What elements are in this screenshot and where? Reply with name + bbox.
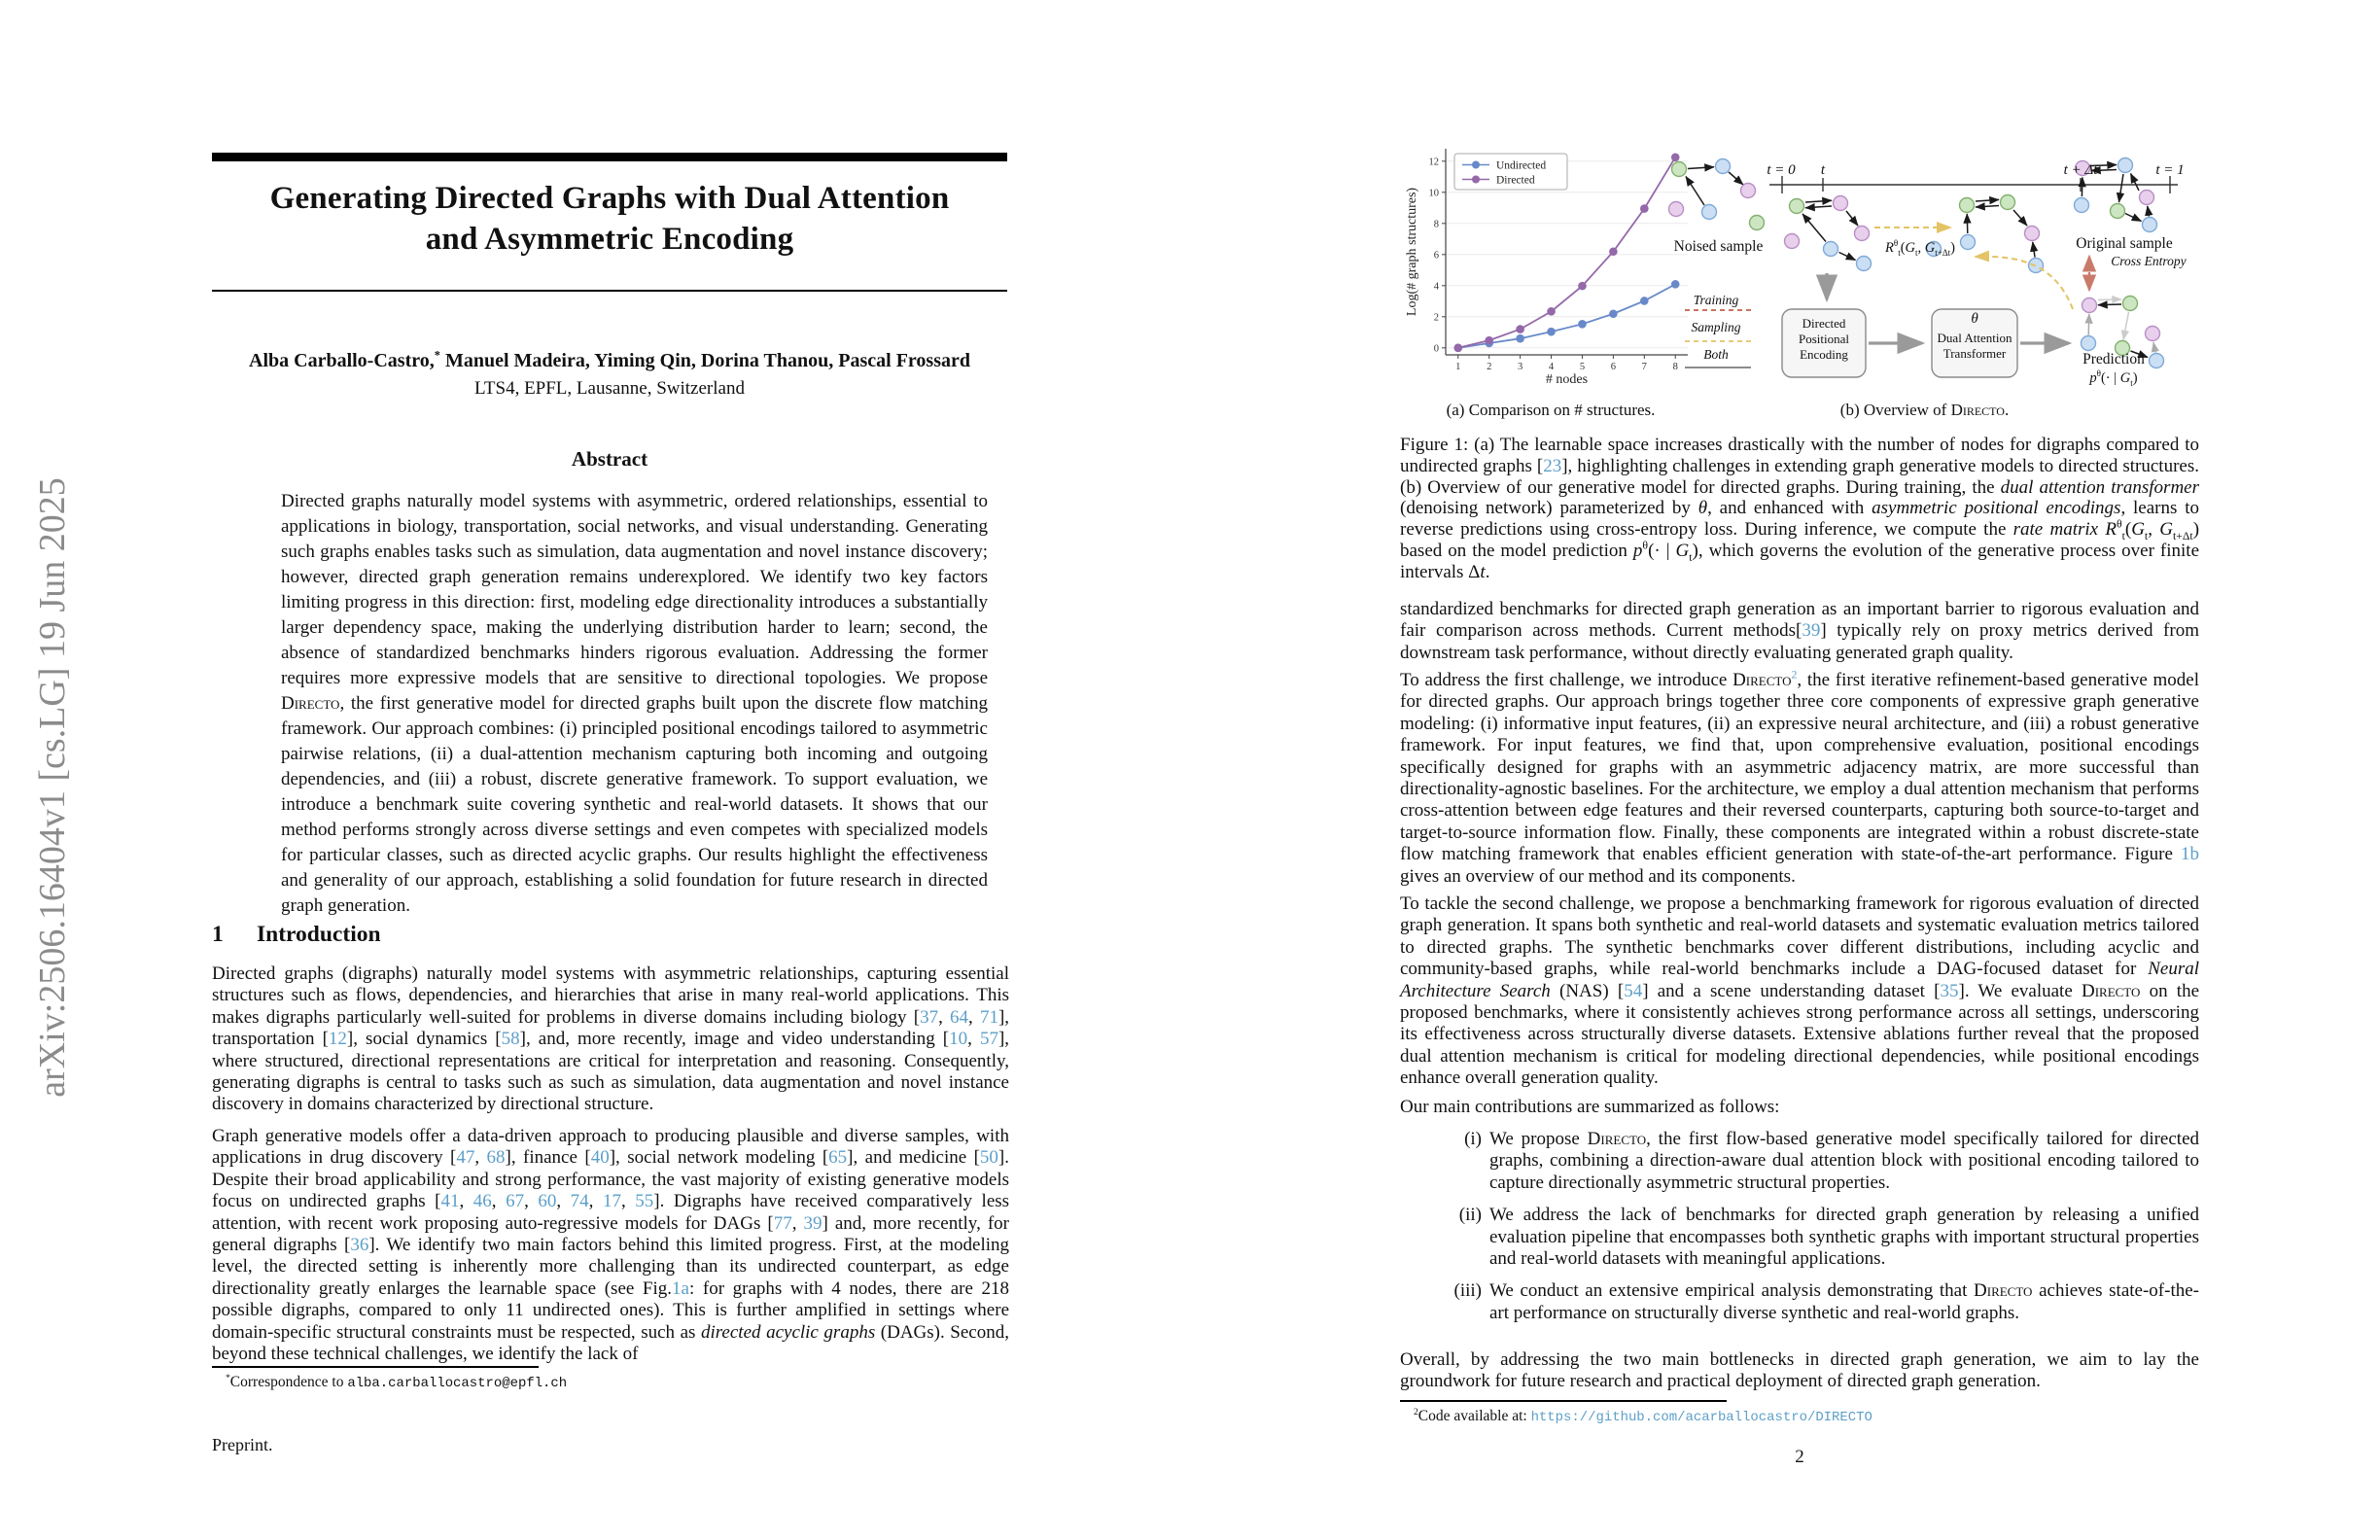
- svg-text:6: 6: [1433, 250, 1439, 262]
- prediction-label: Prediction: [2082, 351, 2145, 368]
- code-footnote[interactable]: $^2$Code available at: https://github.com/acarballocastro/DIRECTO: [1414, 1406, 1872, 1425]
- item-marker-2: (ii): [1458, 1205, 1482, 1226]
- legend-training-label: Training: [1693, 293, 1739, 307]
- svg-text:1: 1: [1455, 362, 1461, 372]
- svg-text:3: 3: [1517, 362, 1523, 372]
- structures-comparison-chart: [1403, 143, 1697, 394]
- legend-sampling-label: Sampling: [1691, 320, 1741, 334]
- item-text-2: We address the lack of benchmarks for directed graph generation by releasing a unified evaluation pipeline that encompasses both synthetic graphs with important structural properties and real-world datasets with meaningful applications.: [1489, 1205, 2199, 1270]
- svg-text:8: 8: [1433, 219, 1439, 230]
- svg-text:10: 10: [1428, 188, 1439, 199]
- affiliation: LTS4, EPFL, Lausanne, Switzerland: [474, 378, 745, 399]
- correspondence-footnote: *Correspondence to alba.carballocastro@epfl.ch: [226, 1372, 568, 1391]
- section-number: 1: [212, 922, 224, 947]
- contributions-intro: Our main contributions are summarized as follows:: [1400, 1097, 1780, 1117]
- svg-text:5: 5: [1579, 362, 1586, 372]
- paragraph-benchmarks: standardized benchmarks for directed graph generation as an important barrier to rigorous evaluation and fair comparison across methods. Current methods[39] typically rely on proxy metrics derived from downstream task performance, without directly evaluating generated graph quality.: [1400, 599, 2199, 663]
- svg-text:Undirected: Undirected: [1496, 159, 1547, 172]
- noised-sample-label: Noised sample: [1673, 238, 1764, 255]
- section-heading-introduction: [212, 922, 1009, 948]
- intro-paragraph-1: Directed graphs (digraphs) naturally model systems with asymmetric relationships, capturing essential structures such as flows, dependencies, and hierarchies that arise in many real-world applications. This makes digraphs particularly well-suited for problems in diverse domains including biology [37, 64, 71], transportation [12], social dynamics [58], and, more recently, image and video understanding [10, 57], where structured, directional representations are critical for interpretation and reasoning. Consequently, generating digraphs is central to tasks such as such as simulation, data augmentation and novel instance discovery in domains characterized by directional structure.: [212, 963, 1010, 1115]
- timeline-label-t0: t = 0: [1767, 162, 1796, 178]
- svg-text:2: 2: [1433, 312, 1439, 324]
- item-text-3: We conduct an extensive empirical analysis demonstrating that Directo achieves state-of-the-art performance on structurally diverse synthetic and real-world graphs.: [1489, 1280, 2199, 1323]
- svg-text:12: 12: [1428, 157, 1439, 168]
- rate-matrix-formula: $R^\theta_t(G_t$, $G_{t+\Delta t}$): [1885, 238, 1955, 258]
- subcaption-a: (a) Comparison on # structures.: [1446, 401, 1656, 419]
- svg-text:# nodes: # nodes: [1545, 372, 1589, 387]
- svg-text:6: 6: [1610, 362, 1617, 372]
- svg-text:2: 2: [1487, 362, 1492, 372]
- title-rule-bottom: [212, 290, 1007, 292]
- cross-entropy-label: Cross Entropy: [2111, 254, 2187, 268]
- contributions-list: [1400, 1129, 2199, 1335]
- section-title: Introduction: [257, 922, 381, 947]
- timeline-label-t-plus-dt: t + Δt: [2063, 162, 2098, 178]
- preprint-label: Preprint.: [212, 1435, 273, 1454]
- paper-title-line1: Generating Directed Graphs with Dual Attention: [269, 181, 950, 216]
- page-number: 2: [1795, 1447, 1804, 1467]
- title-rule-top: [212, 153, 1007, 161]
- author-list: Alba Carballo-Castro,* Manuel Madeira, Yiming Qin, Dorina Thanou, Pascal Frossard: [249, 348, 970, 371]
- dual-attention-box-label: Dual Attention Transformer: [1937, 331, 2012, 361]
- paragraph-second-challenge: To tackle the second challenge, we propose a benchmarking framework for rigorous evaluation of directed graph generation. It spans both synthetic and real-world datasets and systematic evaluation metrics tailored to directed graphs. The synthetic benchmarks cover different distributions, including acyclic and community-based graphs, while real-world benchmarks include a DAG-focused dataset for Neural Architecture Search (NAS) [54] and a scene understanding dataset [35]. We evaluate Directo on the proposed benchmarks, where it consistently achieves strong performance across all settings, underscoring its effectiveness across structurally diverse datasets. Extensive ablations further reveal that the proposed dual attention mechanism is critical for modeling directional dependencies, while positional encodings enhance overall generation quality.: [1400, 893, 2200, 1089]
- svg-text:0: 0: [1433, 343, 1439, 355]
- positional-encoding-box-label: Directed Positional Encoding: [1798, 316, 1849, 362]
- paper-title-line2: and Asymmetric Encoding: [425, 222, 794, 257]
- subcaption-b: (b) Overview of Directo.: [1839, 401, 2010, 419]
- item-marker-3: (iii): [1453, 1280, 1482, 1302]
- figure-1-caption: Figure 1: (a) The learnable space increases drastically with the number of nodes for digraphs compared to undirected graphs [23], highlighting challenges in extending graph generative models to directed structures. (b) Overview of our generative model for directed graphs. During training, the dual attention transformer (denoising network) parameterized by θ, and enhanced with asymmetric positional encodings, learns to reverse predictions using cross-entropy loss. During inference, we compute the rate matrix $R^\theta_t(G_t$, $G_{t+\Delta t}$) based on the model prediction $p^\theta(\cdot$ | $G_t$), which governs the evolution of the generative process over finite intervals Δt.: [1400, 435, 2200, 582]
- abstract-body: Directed graphs naturally model systems with asymmetric, ordered relationships, essential to applications in biology, transportation, social networks, and visual understanding. Generating such graphs enables tasks such as simulation, data augmentation and novel instance discovery; however, directed graph generation remains underexplored. We identify two key factors limiting progress in this direction: first, modeling edge directionality introduces a substantially larger dependency space, making the underlying distribution harder to learn; second, the absence of standardized benchmarks hinders rigorous evaluation. Addressing the former requires more expressive models that are sensitive to directional topologies. We propose Directo, the first generative model for directed graphs built upon the discrete flow matching framework. Our approach combines: (i) principled positional encodings tailored to asymmetric pairwise relations, (ii) a dual-attention mechanism capturing both incoming and outgoing dependencies, and (iii) a robust, discrete generative framework. To support evaluation, we introduce a benchmark suite covering synthetic and real-world datasets. It shows that our method performs strongly across diverse settings and even competes with specialized models for particular classes, such as directed acyclic graphs. Our results highlight the effectiveness and generality of our approach, establishing a solid foundation for future research in directed graph generation.: [281, 491, 988, 916]
- timeline-label-t1: t = 1: [2155, 162, 2185, 178]
- legend-both-label: Both: [1703, 347, 1729, 362]
- contribution-item-1: [1400, 1129, 2199, 1194]
- footnote-rule-2: [1400, 1400, 1727, 1402]
- arxiv-banner: arXiv:2506.16404v1 [cs.LG] 19 Jun 2025: [32, 477, 73, 1098]
- svg-text:7: 7: [1641, 362, 1647, 372]
- svg-text:Directed: Directed: [1496, 174, 1535, 187]
- paragraph-first-challenge: To address the first challenge, we introduce Directo$^2$, the first iterative refinement-based generative model for directed graphs. Our approach brings together three core components of expressive graph generative modeling: (i) informative input features, (ii) an expressive neural architecture, and (iii) a robust generative framework. For input features, we find that, upon comprehensive evaluation, positional encodings specifically designed for graphs with an asymmetric adjacency matrix, are more successful than directionality-agnostic baselines. For the architecture, we employ a dual attention mechanism that performs cross-attention between edge features and their reversed counterparts, capturing both source-to-target and target-to-source information flow. Finally, these components are integrated within a robust discrete-state flow matching framework that enables efficient generation with state-of-the-art performance. Figure 1b gives an overview of our method and its components.: [1400, 668, 2199, 887]
- theta-label: θ: [1971, 311, 1978, 327]
- intro-paragraph-2: Graph generative models offer a data-driven approach to producing plausible and diverse samples, with applications in drug discovery [47, 68], finance [40], social network modeling [65], and medicine [50]. Despite their broad applicability and strong performance, the vast majority of existing generative models focus on undirected graphs [41, 46, 67, 60, 74, 17, 55]. Digraphs have received comparatively less attention, with recent work proposing auto-regressive models for DAGs [77, 39] and, more recently, for general digraphs [36]. We identify two main factors behind this limited progress. First, at the modeling level, the directed setting is inherently more challenging than its undirected counterpart, as edge directionality greatly enlarges the learnable space (see Fig.1a: for graphs with 4 nodes, there are 218 possible digraphs, compared to only 11 undirected ones). This is further amplified in settings where domain-specific structural constraints must be respected, such as directed acyclic graphs (DAGs). Second, beyond these technical challenges, we identify the lack of: [212, 1126, 1010, 1365]
- svg-text:8: 8: [1672, 362, 1678, 372]
- noised-sample-graph: [1669, 159, 1765, 230]
- abstract-heading: Abstract: [571, 447, 648, 471]
- prediction-formula: $p^\theta(\cdot$ | $G_t$): [2089, 368, 2138, 388]
- footnote-rule: [212, 1366, 539, 1368]
- original-sample-label: Original sample: [2076, 235, 2173, 252]
- svg-text:4: 4: [1433, 281, 1439, 293]
- svg-text:Log(# graph structures): Log(# graph structures): [1405, 187, 1419, 317]
- svg-text:4: 4: [1548, 362, 1555, 372]
- paragraph-overall: Overall, by addressing the two main bottlenecks in directed graph generation, we aim to lay the groundwork for future research and practical deployment of directed graph generation.: [1400, 1349, 2199, 1392]
- contribution-item-3: [1400, 1280, 2199, 1324]
- item-text-1: We propose Directo, the first flow-based generative model specifically tailored for directed graphs, combining a direction-aware dual attention block with positional encoding tailored to capture directionally asymmetric structural properties.: [1489, 1129, 2200, 1193]
- timeline-label-t: t: [1820, 162, 1826, 178]
- gt-graph: [1785, 196, 1872, 271]
- contribution-item-2: [1400, 1205, 2199, 1270]
- item-marker-1: (i): [1464, 1129, 1482, 1149]
